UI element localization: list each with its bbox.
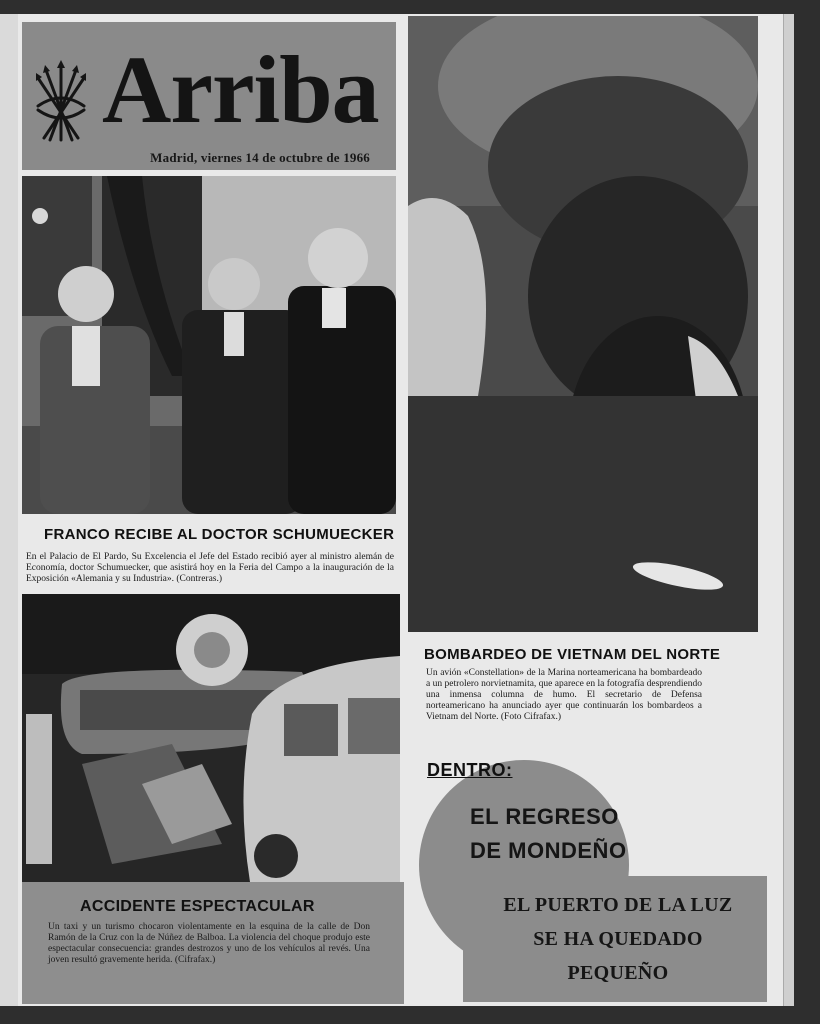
newspaper-page — [18, 14, 794, 1006]
vietnam-headline: BOMBARDEO DE VIETNAM DEL NORTE — [424, 646, 721, 663]
yoke-and-arrows-emblem — [32, 60, 90, 146]
accidente-headline: ACCIDENTE ESPECTACULAR — [80, 898, 315, 915]
photo-burning-tanker — [408, 16, 758, 632]
photo-franco-meeting — [22, 176, 396, 514]
photo-car-accident — [22, 594, 400, 882]
vietnam-caption: Un avión «Constellation» de la Marina norteamericana ha bombardeado a un petrolero norvietnamita, que aparece en la fotografía desprendiendo una inmensa columna de humo. El secretario de Defensa norteamericano ha anunciado ayer que continuarán los bombardeos a Vietnam del Norte. (Foto Cifrafax.) — [426, 668, 702, 722]
franco-headline: FRANCO RECIBE AL DOCTOR SCHUMUECKER — [44, 526, 395, 543]
newspaper-logo: Arriba — [102, 36, 379, 143]
dentro-item-puerto-line2: SE HA QUEDADO PEQUEÑO — [533, 928, 703, 984]
dentro-item-mondeno[interactable] — [470, 800, 630, 868]
masthead — [22, 22, 396, 170]
dentro-label: DENTRO: — [427, 760, 513, 780]
dentro-item-puerto[interactable] — [488, 888, 748, 990]
dentro-item-mondeno-line1: EL REGRESO — [470, 804, 619, 829]
dateline: Madrid, viernes 14 de octubre de 1966 — [150, 150, 370, 165]
dentro-item-puerto-line1: EL PUERTO DE LA LUZ — [503, 894, 733, 916]
accidente-caption: Un taxi y un turismo chocaron violentamente en la esquina de la calle de Don Ramón de la Cruz con la de Núñez de Balboa. La violencia del choque produjo este espectacular consecuencia: grandes destrozos y uno de los vehículos al revés. Una joven resultó gravemente herida. (Cifrafax.) — [48, 922, 370, 965]
franco-caption: En el Palacio de El Pardo, Su Excelencia el Jefe del Estado recibió ayer al ministro alemán de Economía, doctor Schumuecker, que asistirá hoy en la Feria del Campo a la inauguración de la Exposición «Alemania y su Industria». (Contreras.) — [26, 552, 394, 584]
dentro-item-mondeno-line2: DE MONDEÑO — [470, 838, 627, 863]
page-edge — [783, 14, 794, 1006]
